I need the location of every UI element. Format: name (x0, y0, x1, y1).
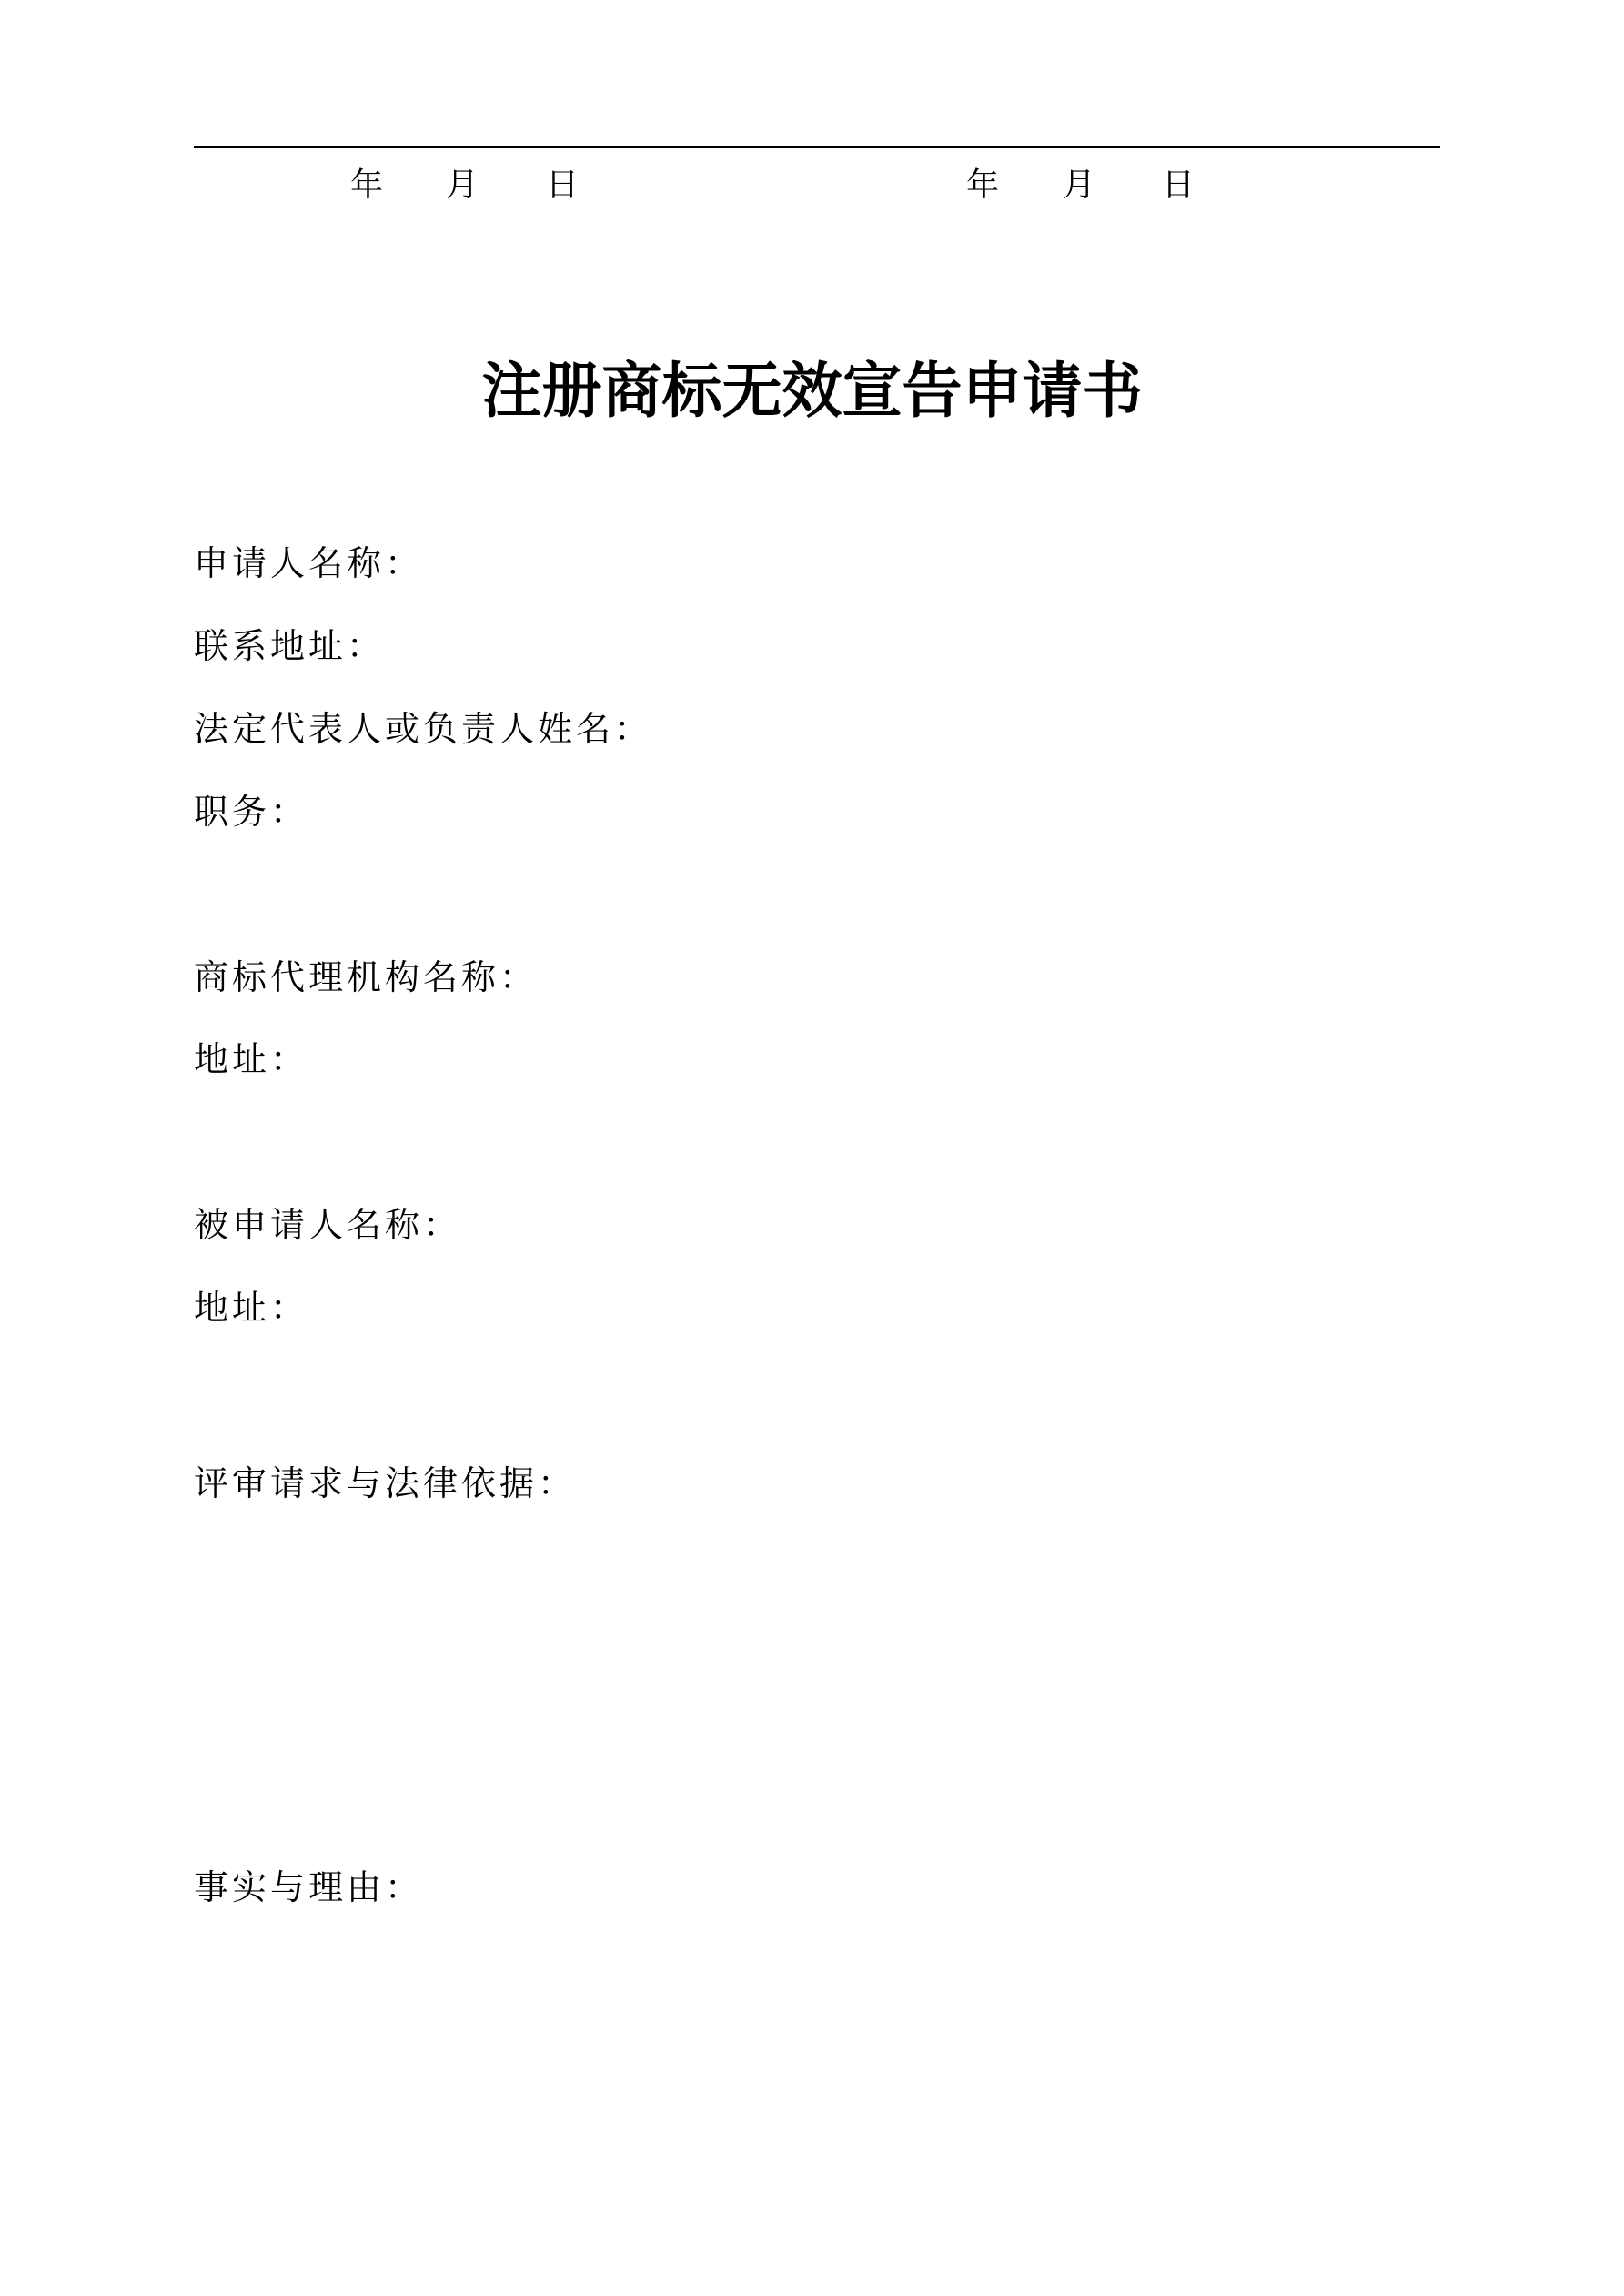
legal-representative-label: 法定代表人或负责人姓名： (194, 709, 653, 749)
agency-name-label: 商标代理机构名称： (194, 957, 539, 997)
position-label: 职务： (194, 792, 309, 832)
left-date-year: 年 (350, 167, 384, 204)
document-title: 注册商标无效宣告申请书 (481, 356, 1143, 426)
applicant-address-label: 联系地址： (194, 626, 386, 666)
right-date-month: 月 (1063, 167, 1096, 204)
right-date-day: 日 (1162, 167, 1195, 204)
agency-address-label: 地址： (194, 1039, 309, 1079)
header-divider-line (194, 146, 1440, 148)
applicant-name-label: 申请人名称： (194, 543, 424, 583)
facts-and-reasons-label: 事实与理由： (194, 1867, 424, 1907)
review-request-label: 评审请求与法律依据： (194, 1463, 577, 1503)
right-date-year: 年 (966, 167, 1000, 204)
respondent-address-label: 地址： (194, 1288, 309, 1328)
left-date-day: 日 (546, 167, 580, 204)
respondent-name-label: 被申请人名称： (194, 1205, 462, 1245)
left-date-month: 月 (446, 167, 479, 204)
